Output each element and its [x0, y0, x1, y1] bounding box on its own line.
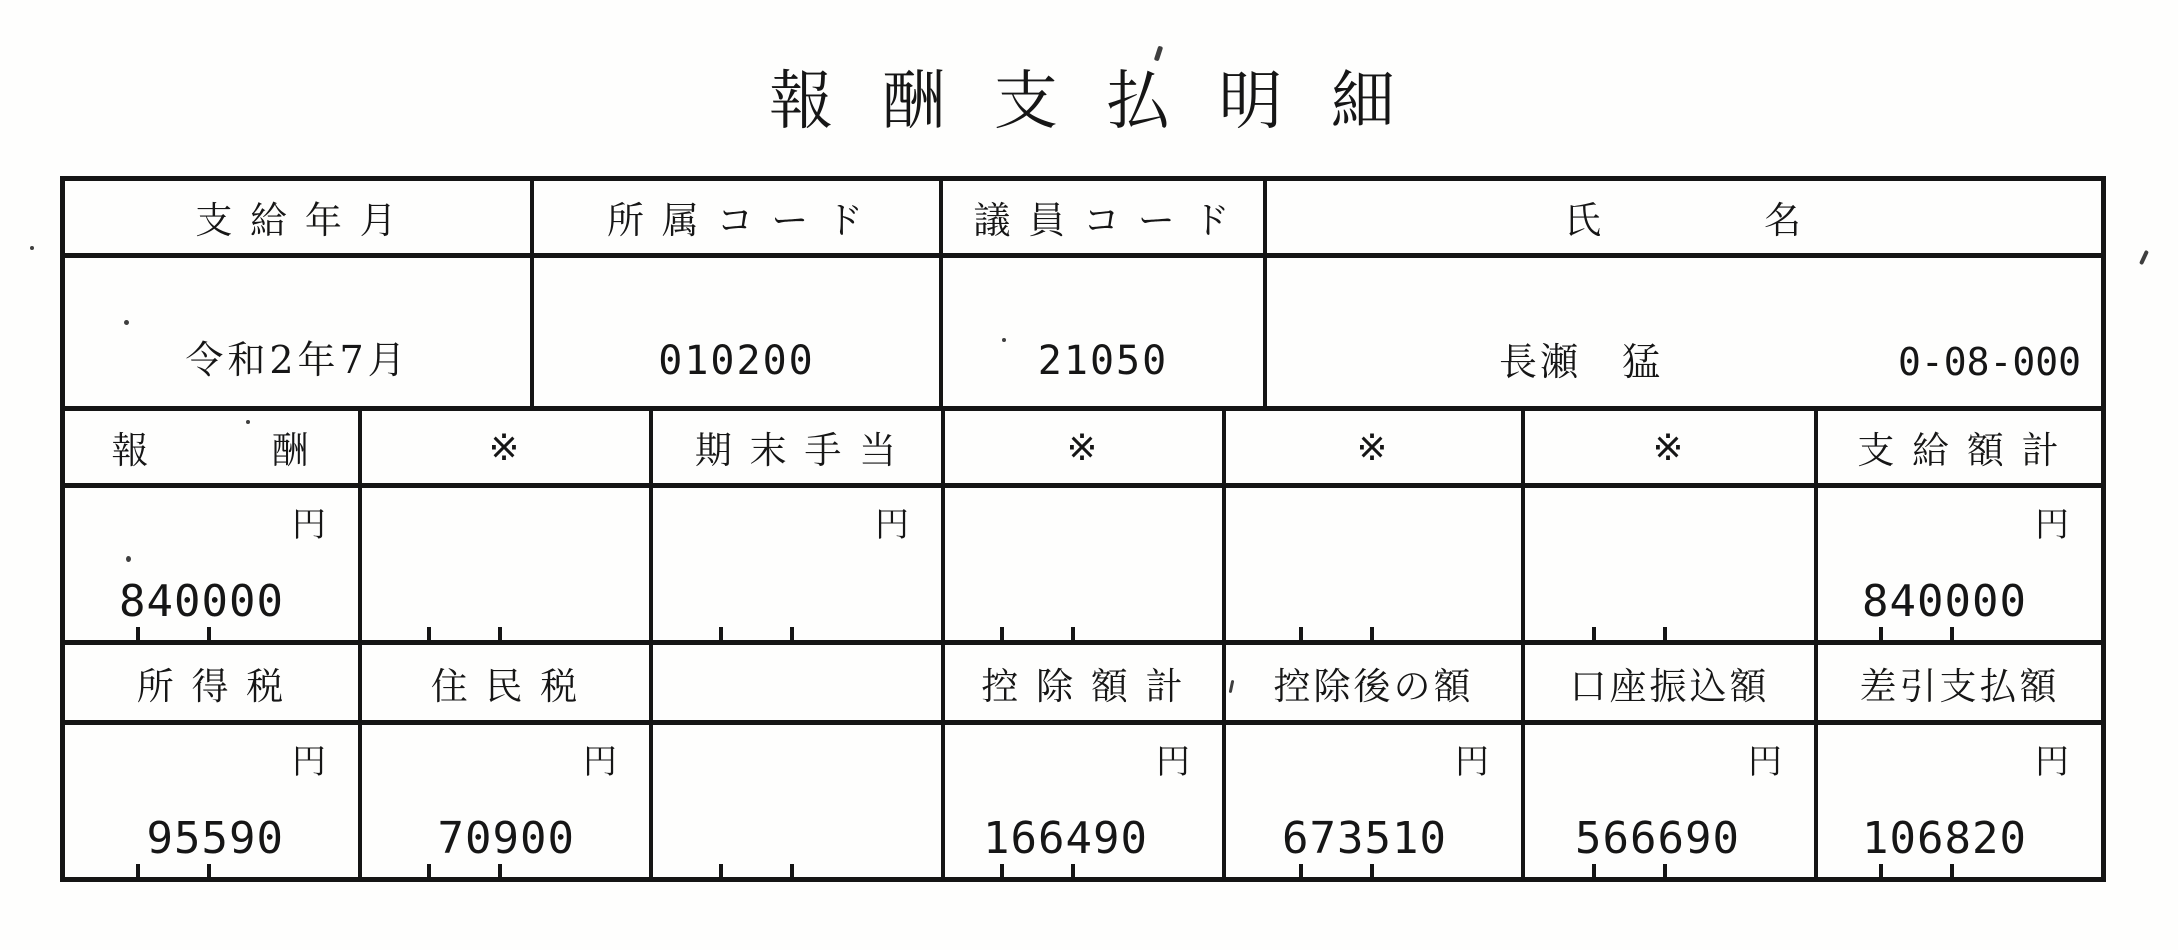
header-amount-after-deductions: 控除後の額 — [1226, 645, 1525, 725]
header-remuneration: 報 酬 — [65, 411, 362, 488]
digit-guide-tick — [427, 864, 431, 877]
cell-income-tax-amount — [65, 725, 362, 877]
digit-guide-tick — [1370, 864, 1374, 877]
payee-name-code: 0-08-000 — [1897, 340, 2081, 384]
cell-reserved-3-amount — [1226, 488, 1525, 645]
value-payment-period: 令和2年7月 — [65, 258, 534, 406]
scan-artifact — [30, 246, 34, 250]
amount-value: 566690 — [1575, 813, 1740, 864]
header-reserved-4: ※ — [1525, 411, 1818, 488]
currency-unit: 円 — [583, 742, 617, 782]
amount-value: 673510 — [1282, 813, 1447, 864]
value-dept-code: 010200 — [534, 258, 943, 406]
digit-guide-tick — [498, 627, 502, 640]
digit-guide-tick — [136, 864, 140, 877]
digit-guide-tick — [1950, 864, 1954, 877]
header-reserved-1: ※ — [362, 411, 653, 488]
digit-guide-tick — [498, 864, 502, 877]
scan-artifact — [246, 420, 250, 424]
digit-guide-tick — [1370, 627, 1374, 640]
digit-guide-tick — [790, 864, 794, 877]
currency-unit: 円 — [292, 505, 326, 545]
digit-guide-tick — [1879, 864, 1883, 877]
header-reserved-3: ※ — [1226, 411, 1525, 488]
digit-guide-tick — [1592, 627, 1596, 640]
header-term-end-allowance: 期 末 手 当 — [653, 411, 945, 488]
header-payment-period: 支 給 年 月 — [65, 181, 534, 258]
digit-guide-tick — [1299, 864, 1303, 877]
digit-guide-tick — [136, 627, 140, 640]
payee-name: 長瀬 猛 — [1499, 340, 1664, 384]
digit-guide-tick — [1000, 627, 1004, 640]
digit-guide-tick — [1000, 864, 1004, 877]
cell-amount-after-deductions — [1226, 725, 1525, 877]
digit-guide-tick — [719, 864, 723, 877]
cell-reserved-1-amount — [362, 488, 653, 645]
value-member-code: 21050 — [943, 258, 1267, 406]
currency-unit: 円 — [875, 505, 909, 545]
amount-value: 95590 — [146, 813, 284, 864]
digit-guide-tick — [719, 627, 723, 640]
amount-value: 840000 — [1862, 576, 2027, 627]
header-bank-transfer-amount: 口座振込額 — [1525, 645, 1818, 725]
digit-guide-tick — [1663, 627, 1667, 640]
currency-unit: 円 — [1156, 742, 1190, 782]
currency-unit: 円 — [2035, 742, 2069, 782]
digit-guide-tick — [790, 627, 794, 640]
header-reserved-2: ※ — [945, 411, 1226, 488]
digit-guide-tick — [1071, 627, 1075, 640]
digit-guide-tick — [1071, 864, 1075, 877]
digit-guide-tick — [207, 864, 211, 877]
scan-artifact — [124, 320, 129, 325]
header-income-tax: 所 得 税 — [65, 645, 362, 725]
info-table — [60, 176, 2106, 411]
currency-unit: 円 — [2035, 505, 2069, 545]
digit-guide-tick — [1879, 627, 1883, 640]
amount-value: 840000 — [119, 576, 284, 627]
currency-unit: 円 — [1455, 742, 1489, 782]
header-blank — [653, 645, 945, 725]
header-name: 氏 名 — [1267, 181, 2101, 258]
amounts-table — [60, 406, 2106, 882]
digit-guide-tick — [427, 627, 431, 640]
cell-total-deductions-amount — [945, 725, 1226, 877]
header-total-payment: 支 給 額 計 — [1818, 411, 2101, 488]
cell-blank-amount — [653, 725, 945, 877]
amount-value: 70900 — [437, 813, 575, 864]
currency-unit: 円 — [1748, 742, 1782, 782]
cell-remuneration-amount — [65, 488, 362, 645]
digit-guide-tick — [207, 627, 211, 640]
header-net-payment: 差引支払額 — [1818, 645, 2101, 725]
header-member-code: 議 員 コ ー ド — [943, 181, 1267, 258]
currency-unit: 円 — [292, 742, 326, 782]
cell-reserved-2-amount — [945, 488, 1226, 645]
cell-bank-transfer-amount — [1525, 725, 1818, 877]
scan-artifact — [2139, 250, 2149, 265]
cell-total-payment-amount — [1818, 488, 2101, 645]
digit-guide-tick — [1299, 627, 1303, 640]
digit-guide-tick — [1663, 864, 1667, 877]
scan-artifact — [126, 556, 131, 562]
amount-value: 166490 — [983, 813, 1148, 864]
header-resident-tax: 住 民 税 — [362, 645, 653, 725]
amount-value: 106820 — [1862, 813, 2027, 864]
digit-guide-tick — [1592, 864, 1596, 877]
cell-resident-tax-amount — [362, 725, 653, 877]
scan-artifact — [1002, 338, 1006, 342]
value-name-cell — [1267, 258, 2101, 406]
header-total-deductions: 控 除 額 計 — [945, 645, 1226, 725]
cell-net-payment-amount — [1818, 725, 2101, 877]
cell-term-end-allowance-amount — [653, 488, 945, 645]
document-title: 報 酬 支 払 明 細 — [769, 65, 1409, 139]
header-dept-code: 所 属 コ ー ド — [534, 181, 943, 258]
digit-guide-tick — [1950, 627, 1954, 640]
cell-reserved-4-amount — [1525, 488, 1818, 645]
